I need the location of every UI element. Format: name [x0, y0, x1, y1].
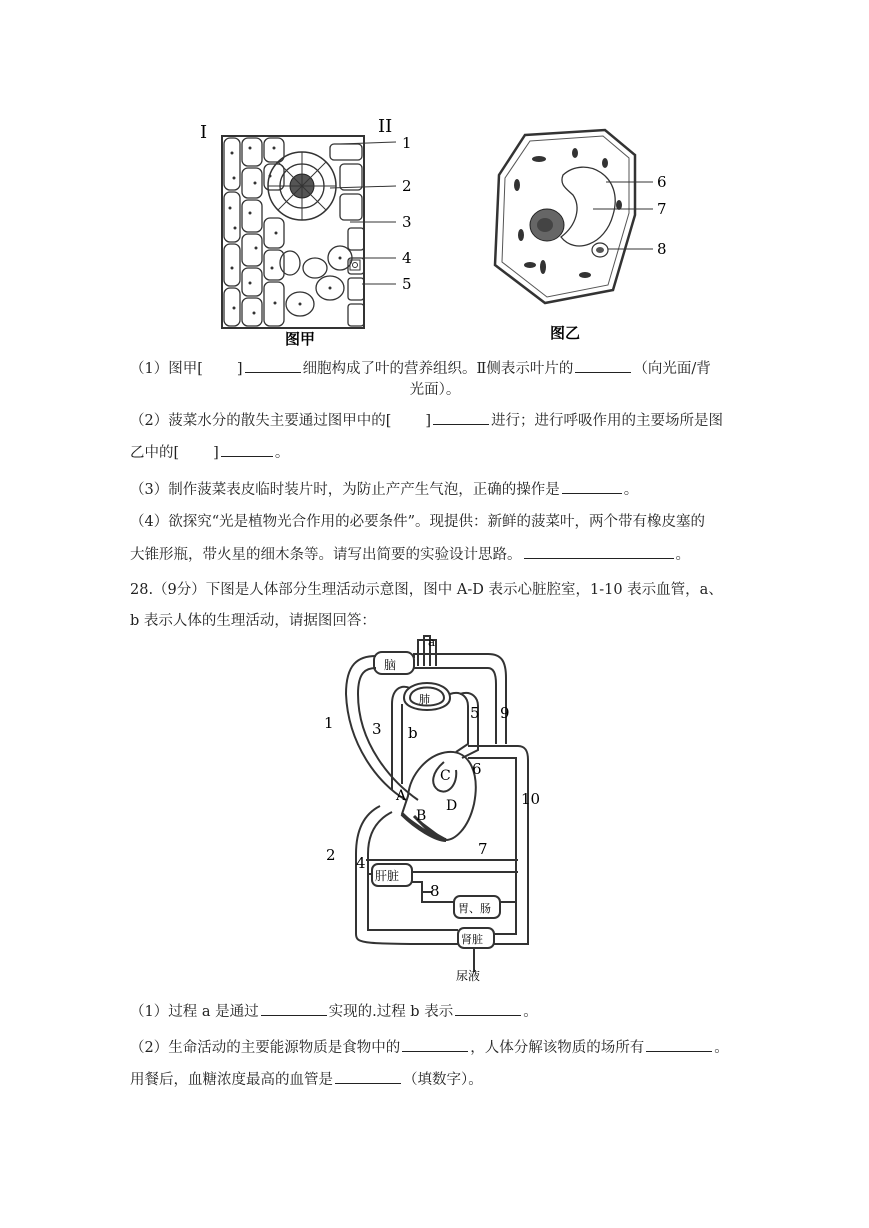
- cell-label-8: 8: [657, 240, 667, 258]
- vessel-7-label: 7: [478, 840, 488, 858]
- q27-part1: （1）图甲[ ] 细胞构成了叶的营养组织。Ⅱ侧表示叶片的 （向光面/背: [130, 357, 740, 380]
- brain-label: 脑: [384, 658, 397, 672]
- vessel-2-label: 2: [326, 846, 336, 864]
- leaf-label-2: 2: [402, 177, 412, 195]
- stomach-label: 胃、肠: [458, 902, 491, 915]
- lung-label: 肺: [419, 693, 430, 706]
- side-two-label: II: [378, 116, 393, 137]
- q28-intro: 28.（9分）下图是人体部分生理活动示意图，图中 A-D 表示心脏腔室，1-10 表示血管，a、: [130, 582, 723, 598]
- process-a-label: a: [428, 635, 436, 649]
- vessel-10-label: 10: [521, 790, 541, 808]
- cell-label-7: 7: [657, 200, 667, 218]
- vessel-4-label: 4: [356, 854, 366, 872]
- side-one-label: I: [200, 122, 208, 143]
- q28-part2: （2）生命活动的主要能源物质是食物中的 ，人体分解该物质的场所有 。: [130, 1036, 750, 1059]
- leaf-label-1: 1: [402, 134, 412, 152]
- answer-blank[interactable]: [575, 357, 631, 373]
- vessel-9-label: 9: [500, 704, 510, 722]
- leaf-label-3: 3: [402, 213, 412, 231]
- q27-part2-cont: 乙中的[ ] 。: [130, 441, 740, 464]
- figure-jia-caption: 图甲: [285, 330, 316, 348]
- chamber-b-label: B: [416, 808, 427, 824]
- vessel-1-label: 1: [324, 714, 334, 732]
- answer-blank[interactable]: [245, 357, 301, 373]
- liver-label: 肝脏: [375, 869, 400, 883]
- cell-label-6: 6: [657, 173, 667, 191]
- q27-part1-cont: 光面）。: [409, 382, 461, 398]
- leaf-label-4: 4: [402, 249, 412, 267]
- leaf-label-5: 5: [402, 275, 412, 293]
- q27-part2: （2）菠菜水分的散失主要通过图甲中的[ ] 进行；进行呼吸作用的主要场所是图: [130, 409, 740, 432]
- figure-yi-caption: 图乙: [550, 324, 581, 342]
- chamber-c-label: C: [440, 768, 451, 784]
- q27-part3: （3）制作菠菜表皮临时装片时，为防止产产生气泡，正确的操作是 。: [130, 478, 740, 501]
- answer-blank[interactable]: [261, 1000, 327, 1016]
- q28-part1: （1）过程 a 是通过 实现的.过程 b 表示 。: [130, 1000, 740, 1023]
- process-b-label: b: [408, 724, 418, 742]
- q27-part4: （4）欲探究“光是植物光合作用的必要条件”。现提供：新鲜的菠菜叶，两个带有橡皮塞的: [130, 514, 706, 530]
- vessel-3-label: 3: [372, 720, 382, 738]
- answer-blank[interactable]: [455, 1000, 521, 1016]
- leaf-cross-section-figure: [190, 108, 440, 348]
- q28-part3: 用餐后，血糖浓度最高的血管是 （填数字）。: [130, 1068, 740, 1091]
- vessel-6-label: 6: [472, 760, 482, 778]
- answer-blank[interactable]: [433, 409, 489, 425]
- q27-part4-cont: 大锥形瓶，带火星的细木条等。请写出简要的实验设计思路。 。: [130, 543, 740, 566]
- answer-blank[interactable]: [221, 441, 273, 457]
- circulation-diagram: [318, 634, 558, 984]
- answer-blank[interactable]: [646, 1036, 712, 1052]
- chamber-d-label: D: [446, 798, 458, 814]
- plant-cell-figure: [485, 125, 685, 345]
- answer-blank[interactable]: [524, 543, 674, 559]
- vessel-8-label: 8: [430, 882, 440, 900]
- chamber-a-label: A: [396, 788, 407, 804]
- urine-label: 尿液: [456, 969, 481, 983]
- answer-blank[interactable]: [402, 1036, 468, 1052]
- vessel-5-label: 5: [470, 704, 480, 722]
- answer-blank[interactable]: [562, 478, 622, 494]
- kidney-label: 肾脏: [461, 933, 483, 946]
- answer-blank[interactable]: [335, 1068, 401, 1084]
- q28-intro-cont: b 表示人体的生理活动，请据图回答：: [130, 613, 376, 629]
